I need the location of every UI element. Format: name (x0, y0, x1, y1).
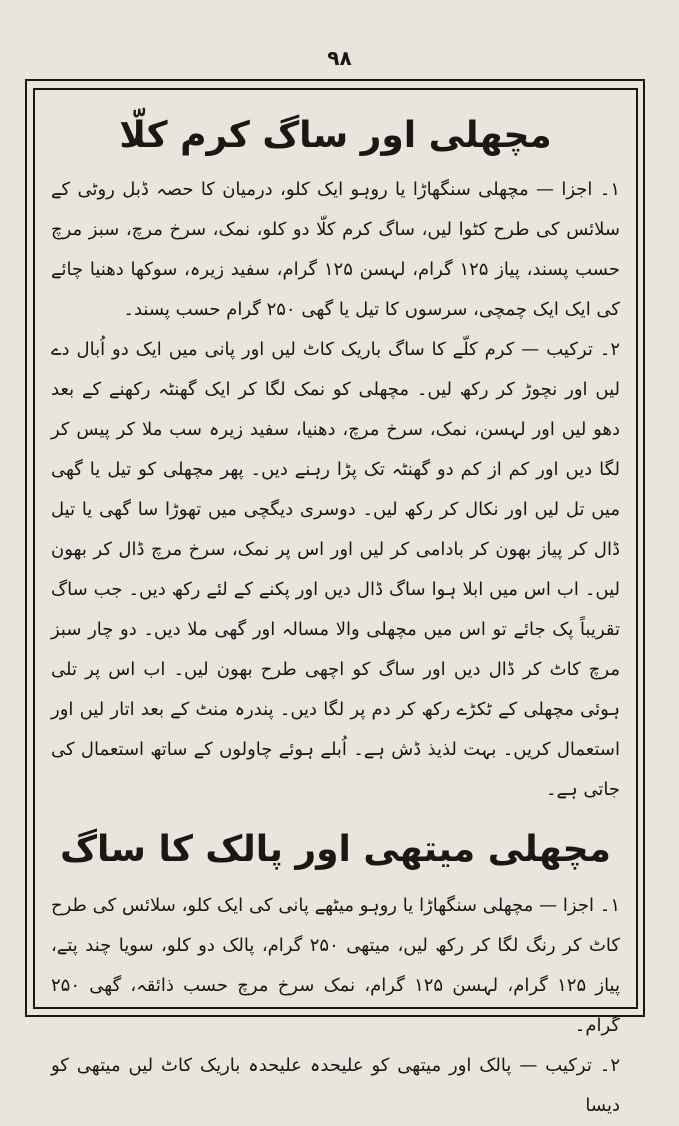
recipe-1-ingredients-text: مچھلی سنگھاڑا یا روہو ایک کلو، درمیان کا حصہ ڈبل روٹی کے سلائس کی طرح کٹوا لیں، ساگ کرم کلّا دو کلو، نمک، سرخ مرچ، سبز مرچ حسب پسند، پیاز ۱۲۵ گرام، لہسن ۱۲۵ گرام، سفید زیرہ، سوکھا دھنیا چائے کی ایک ایک چمچی، سرسوں کا تیل یا گھی ۲۵۰ گرام حسب پسند۔ (51, 179, 620, 320)
recipe-2-method-label: ۲۔ ترکیب (545, 1055, 621, 1076)
page-content (51, 110, 620, 1126)
recipe-2-ingredients-label: ۱۔ اجزا (562, 895, 620, 916)
recipe-2-title: مچھلی میتھی اور پالک کا ساگ (60, 829, 611, 870)
recipe-1-method-label: ۲۔ ترکیب (546, 339, 621, 360)
inner-frame (33, 88, 638, 1116)
recipe-2-ingredients-text: مچھلی سنگھاڑا یا روہو میٹھے پانی کی ایک کلو، سلائس کی طرح کاٹ کر رنگ لگا کر رکھ لیں، میتھی ۲۵۰ گرام، پالک دو کلو، سویا چند پتے، پیاز ۱۲۵ گرام، لہسن ۱۲۵ گرام، نمک سرخ مرچ حسب ذائقہ، گھی ۲۵۰ گرام۔ (51, 895, 620, 1036)
recipe-2-method-text: پالک اور میتھی کو علیحدہ علیحدہ باریک کاٹ لیں میتھی کو دیسا (51, 1055, 620, 1116)
recipe-2-ingredients: ۱۔ اجزا — مچھلی سنگھاڑا یا روہو میٹھے پانی کی ایک کلو، سلائس کی طرح کاٹ کر رنگ لگا کر رکھ لیں، میتھی ۲۵۰ گرام، پالک دو کلو، سویا چند پتے، پیاز ۱۲۵ گرام، لہسن ۱۲۵ گرام، نمک سرخ مرچ حسب ذائقہ، گھی ۲۵۰ گرام۔ (51, 895, 620, 1036)
page-number: ٩٨ (327, 46, 352, 70)
recipe-1-method-text: کرم کلّے کا ساگ باریک کاٹ لیں اور پانی میں ایک دو اُبال دے لیں اور نچوڑ کر رکھ لیں۔ مچھلی کو نمک لگا کر ایک گھنٹہ رکھنے کے بعد دھو لیں اور لہسن، نمک، سرخ مرچ، دھنیا، سفید زیرہ سب ملا کر پیس کر لگا دیں اور کم از کم دو گھنٹہ تک پڑا رہنے دیں۔ پھر مچھلی کو تیل یا گھی میں تل لیں اور نکال کر رکھ لیں۔ دوسری دیگچی میں تھوڑا سا گھی یا تیل ڈال کر پیاز بھون کر بادامی کر لیں اور اس پر نمک، سرخ مرچ ڈال کر بھون لیں۔ اب اس میں ابلا ہوا ساگ ڈال دیں اور پکنے کے لئے رکھ دیں۔ جب ساگ تقریباً پک جائے تو اس میں مچھلی والا مسالہ اور گھی ملا دیں۔ دو چار سبز مرچ کاٹ کر ڈال دیں اور ساگ کو اچھی طرح بھون لیں۔ اب اس پر تلی ہوئی مچھلی کے ٹکڑے رکھ کر دم پر لگا دیں۔ پندرہ منٹ کے بعد اتار لیں اور استعمال کریں۔ بہت لذیذ ڈش ہے۔ اُبلے ہوئے چاولوں کے ساتھ استعمال کی جاتی ہے۔ (51, 339, 620, 800)
recipe-1-ingredients-label: ۱۔ اجزا (561, 179, 620, 200)
recipe-1-ingredients: ۱۔ اجزا — مچھلی سنگھاڑا یا روہو ایک کلو، درمیان کا حصہ ڈبل روٹی کے سلائس کی طرح کٹوا لیں، ساگ کرم کلّا دو کلو، نمک، سرخ مرچ، سبز مرچ حسب پسند، پیاز ۱۲۵ گرام، لہسن ۱۲۵ گرام، سفید زیرہ، سوکھا دھنیا چائے کی ایک ایک چمچی، سرسوں کا تیل یا گھی ۲۵۰ گرام حسب پسند۔ (51, 179, 620, 320)
recipe-1-title: مچھلی اور ساگ کرم کلّا (119, 115, 552, 156)
recipe-1-method: ۲۔ ترکیب — کرم کلّے کا ساگ باریک کاٹ لیں اور پانی میں ایک دو اُبال دے لیں اور نچوڑ کر رکھ لیں۔ مچھلی کو نمک لگا کر ایک گھنٹہ رکھنے کے بعد دھو لیں اور لہسن، نمک، سرخ مرچ، دھنیا، سفید زیرہ سب ملا کر پیس کر لگا دیں اور کم از کم دو گھنٹہ تک پڑا رہنے دیں۔ پھر مچھلی کو تیل یا گھی میں تل لیں اور نکال کر رکھ لیں۔ دوسری دیگچی میں تھوڑا سا گھی یا تیل ڈال کر پیاز بھون کر بادامی کر لیں اور اس پر نمک، سرخ مرچ ڈال کر بھون لیں۔ اب اس میں ابلا ہوا ساگ ڈال دیں اور پکنے کے لئے رکھ دیں۔ جب ساگ تقریباً پک جائے تو اس میں مچھلی والا مسالہ اور گھی ملا دیں۔ دو چار سبز مرچ کاٹ کر ڈال دیں اور ساگ کو اچھی طرح بھون لیں۔ اب اس پر تلی ہوئی مچھلی کے ٹکڑے رکھ کر دم پر لگا دیں۔ پندرہ منٹ کے بعد اتار لیں اور استعمال کریں۔ بہت لذیذ ڈش ہے۔ اُبلے ہوئے چاولوں کے ساتھ استعمال کی جاتی ہے۔ (51, 339, 621, 800)
recipe-2-method: ۲۔ ترکیب — پالک اور میتھی کو علیحدہ علیحدہ باریک کاٹ لیں میتھی کو دیسا (51, 1055, 621, 1116)
